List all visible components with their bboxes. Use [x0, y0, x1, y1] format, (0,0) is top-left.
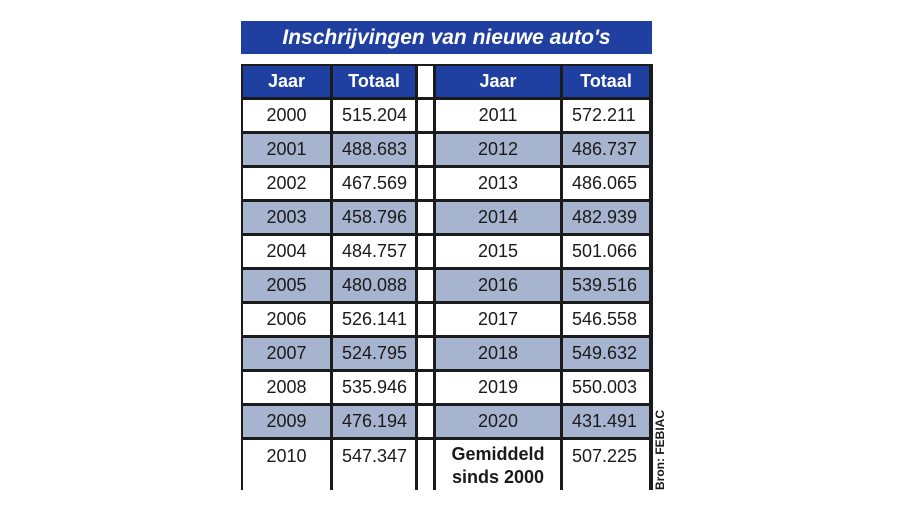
right-year-cell: 2013 [436, 168, 560, 199]
left-year-cell: 2007 [243, 338, 330, 369]
right-total-cell: 549.632 [563, 338, 649, 369]
average-total-cell: 507.225 [563, 440, 649, 496]
left-year-cell: 2002 [243, 168, 330, 199]
registrations-table [241, 64, 653, 490]
column-gap [418, 202, 433, 233]
column-gap [418, 66, 433, 97]
right-year-cell: 2018 [436, 338, 560, 369]
right-total-cell: 486.737 [563, 134, 649, 165]
column-gap [418, 168, 433, 199]
right-year-cell: 2016 [436, 270, 560, 301]
left-year-cell: 2005 [243, 270, 330, 301]
left-year-cell: 2006 [243, 304, 330, 335]
column-gap [418, 304, 433, 335]
column-gap [418, 338, 433, 369]
average-label [436, 440, 560, 496]
left-total-cell: 476.194 [333, 406, 415, 437]
left-year-cell: 2003 [243, 202, 330, 233]
right-year-cell: 2014 [436, 202, 560, 233]
header-total-left: Totaal [333, 66, 415, 97]
left-total-cell: 467.569 [333, 168, 415, 199]
column-gap [418, 406, 433, 437]
left-year-cell: 2008 [243, 372, 330, 403]
left-total-cell: 484.757 [333, 236, 415, 267]
column-gap [418, 134, 433, 165]
table-title: Inschrijvingen van nieuwe auto's [241, 21, 652, 54]
left-year-cell: 2010 [243, 440, 330, 496]
left-total-cell: 488.683 [333, 134, 415, 165]
right-total-cell: 501.066 [563, 236, 649, 267]
right-year-cell: 2020 [436, 406, 560, 437]
left-year-cell: 2009 [243, 406, 330, 437]
column-gap [418, 270, 433, 301]
right-total-cell: 546.558 [563, 304, 649, 335]
left-total-cell: 458.796 [333, 202, 415, 233]
left-year-cell: 2000 [243, 100, 330, 131]
left-total-cell: 524.795 [333, 338, 415, 369]
left-total-cell: 515.204 [333, 100, 415, 131]
right-total-cell: 482.939 [563, 202, 649, 233]
column-gap [418, 100, 433, 131]
left-total-cell: 480.088 [333, 270, 415, 301]
left-total-cell: 547.347 [333, 440, 415, 496]
right-total-cell: 550.003 [563, 372, 649, 403]
column-gap [418, 440, 433, 496]
left-year-cell: 2004 [243, 236, 330, 267]
left-total-cell: 535.946 [333, 372, 415, 403]
source-note: Bron: FEBIAC [653, 410, 667, 490]
right-year-cell: 2017 [436, 304, 560, 335]
right-year-cell: 2011 [436, 100, 560, 131]
header-total-right: Totaal [563, 66, 649, 97]
right-year-cell: 2015 [436, 236, 560, 267]
right-total-cell: 431.491 [563, 406, 649, 437]
column-gap [418, 372, 433, 403]
right-year-cell: 2019 [436, 372, 560, 403]
header-year-left: Jaar [243, 66, 330, 97]
left-total-cell: 526.141 [333, 304, 415, 335]
column-gap [418, 236, 433, 267]
header-year-right: Jaar [436, 66, 560, 97]
right-total-cell: 539.516 [563, 270, 649, 301]
average-label-line1: Gemiddeld [451, 444, 545, 464]
right-total-cell: 486.065 [563, 168, 649, 199]
left-year-cell: 2001 [243, 134, 330, 165]
average-label-line2: sinds 2000 [451, 467, 545, 487]
right-year-cell: 2012 [436, 134, 560, 165]
right-total-cell: 572.211 [563, 100, 649, 131]
